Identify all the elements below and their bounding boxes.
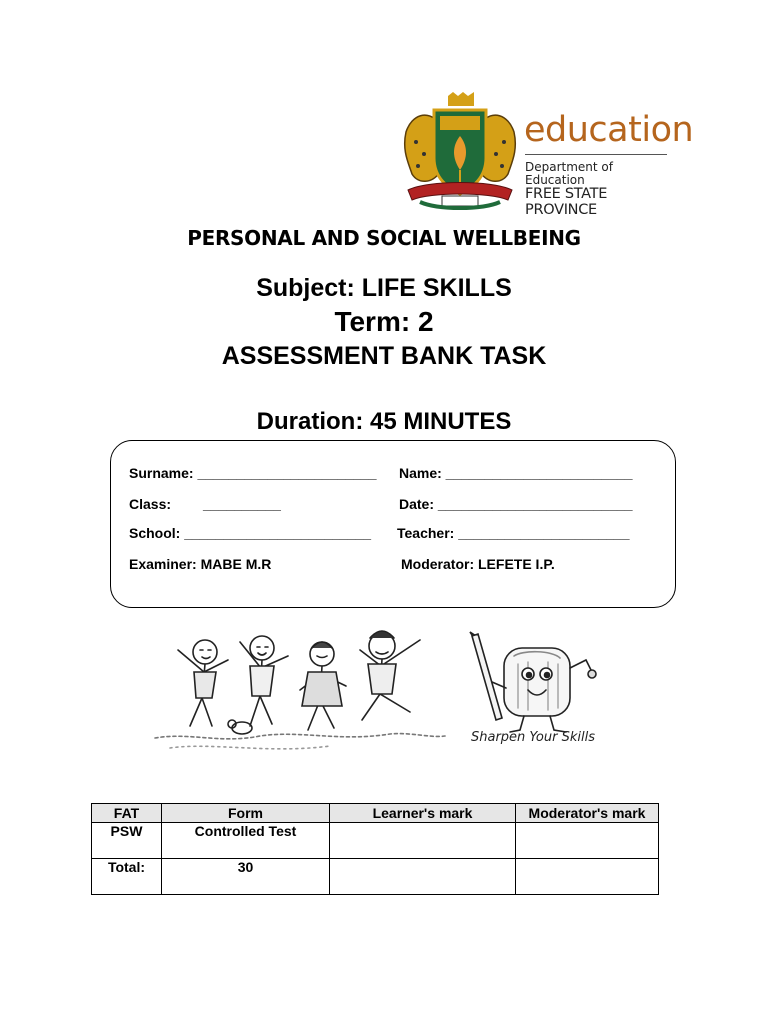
coat-of-arms-icon — [398, 92, 522, 212]
header-fat: FAT — [92, 804, 162, 823]
cell-total-value: 30 — [162, 859, 330, 895]
cell-moderators-mark[interactable] — [516, 823, 659, 859]
dancing-children-icon — [150, 620, 450, 760]
logo-wordmark: education — [524, 110, 694, 150]
class-field[interactable]: __________ — [203, 496, 281, 512]
sharpen-caption: Sharpen Your Skills — [471, 730, 595, 745]
class-label: Class: — [129, 496, 172, 512]
cell-form: Controlled Test — [162, 823, 330, 859]
moderator-text: Moderator: LEFETE I.P. — [401, 556, 555, 572]
header-learners-mark: Learner's mark — [330, 804, 516, 823]
date-field[interactable]: Date: _________________________ — [399, 496, 633, 512]
cell-learners-mark[interactable] — [330, 823, 516, 859]
term-heading: Term: 2 — [334, 306, 434, 337]
task-heading: ASSESSMENT BANK TASK — [221, 342, 547, 370]
header-moderators-mark: Moderator's mark — [516, 804, 659, 823]
cell-total-label: Total: — [92, 859, 162, 895]
name-field[interactable]: Name: ________________________ — [399, 465, 633, 481]
header-form: Form — [162, 804, 330, 823]
teacher-field[interactable]: Teacher: ______________________ — [397, 525, 630, 541]
logo-divider — [525, 154, 667, 155]
table-row — [92, 823, 659, 859]
marks-table — [91, 803, 659, 895]
strand-heading: PERSONAL AND SOCIAL WELLBEING — [187, 226, 581, 250]
table-header-row — [92, 804, 659, 823]
cell-learners-total[interactable] — [330, 859, 516, 895]
table-row — [92, 859, 659, 895]
school-field[interactable]: School: ________________________ — [129, 525, 372, 541]
cell-moderators-total[interactable] — [516, 859, 659, 895]
logo-line-1: Department of — [525, 160, 613, 174]
logo-line-3: FREE STATE PROVINCE — [525, 186, 608, 218]
subject-heading: Subject: LIFE SKILLS — [256, 274, 512, 302]
cell-fat: PSW — [92, 823, 162, 859]
learner-info-box — [110, 440, 676, 608]
logo-line-2: Education — [525, 173, 585, 187]
department-logo — [398, 92, 694, 218]
duration-heading: Duration: 45 MINUTES — [256, 408, 512, 435]
surname-field[interactable]: Surname: _______________________ — [129, 465, 377, 481]
examiner-text: Examiner: MABE M.R — [129, 556, 272, 572]
